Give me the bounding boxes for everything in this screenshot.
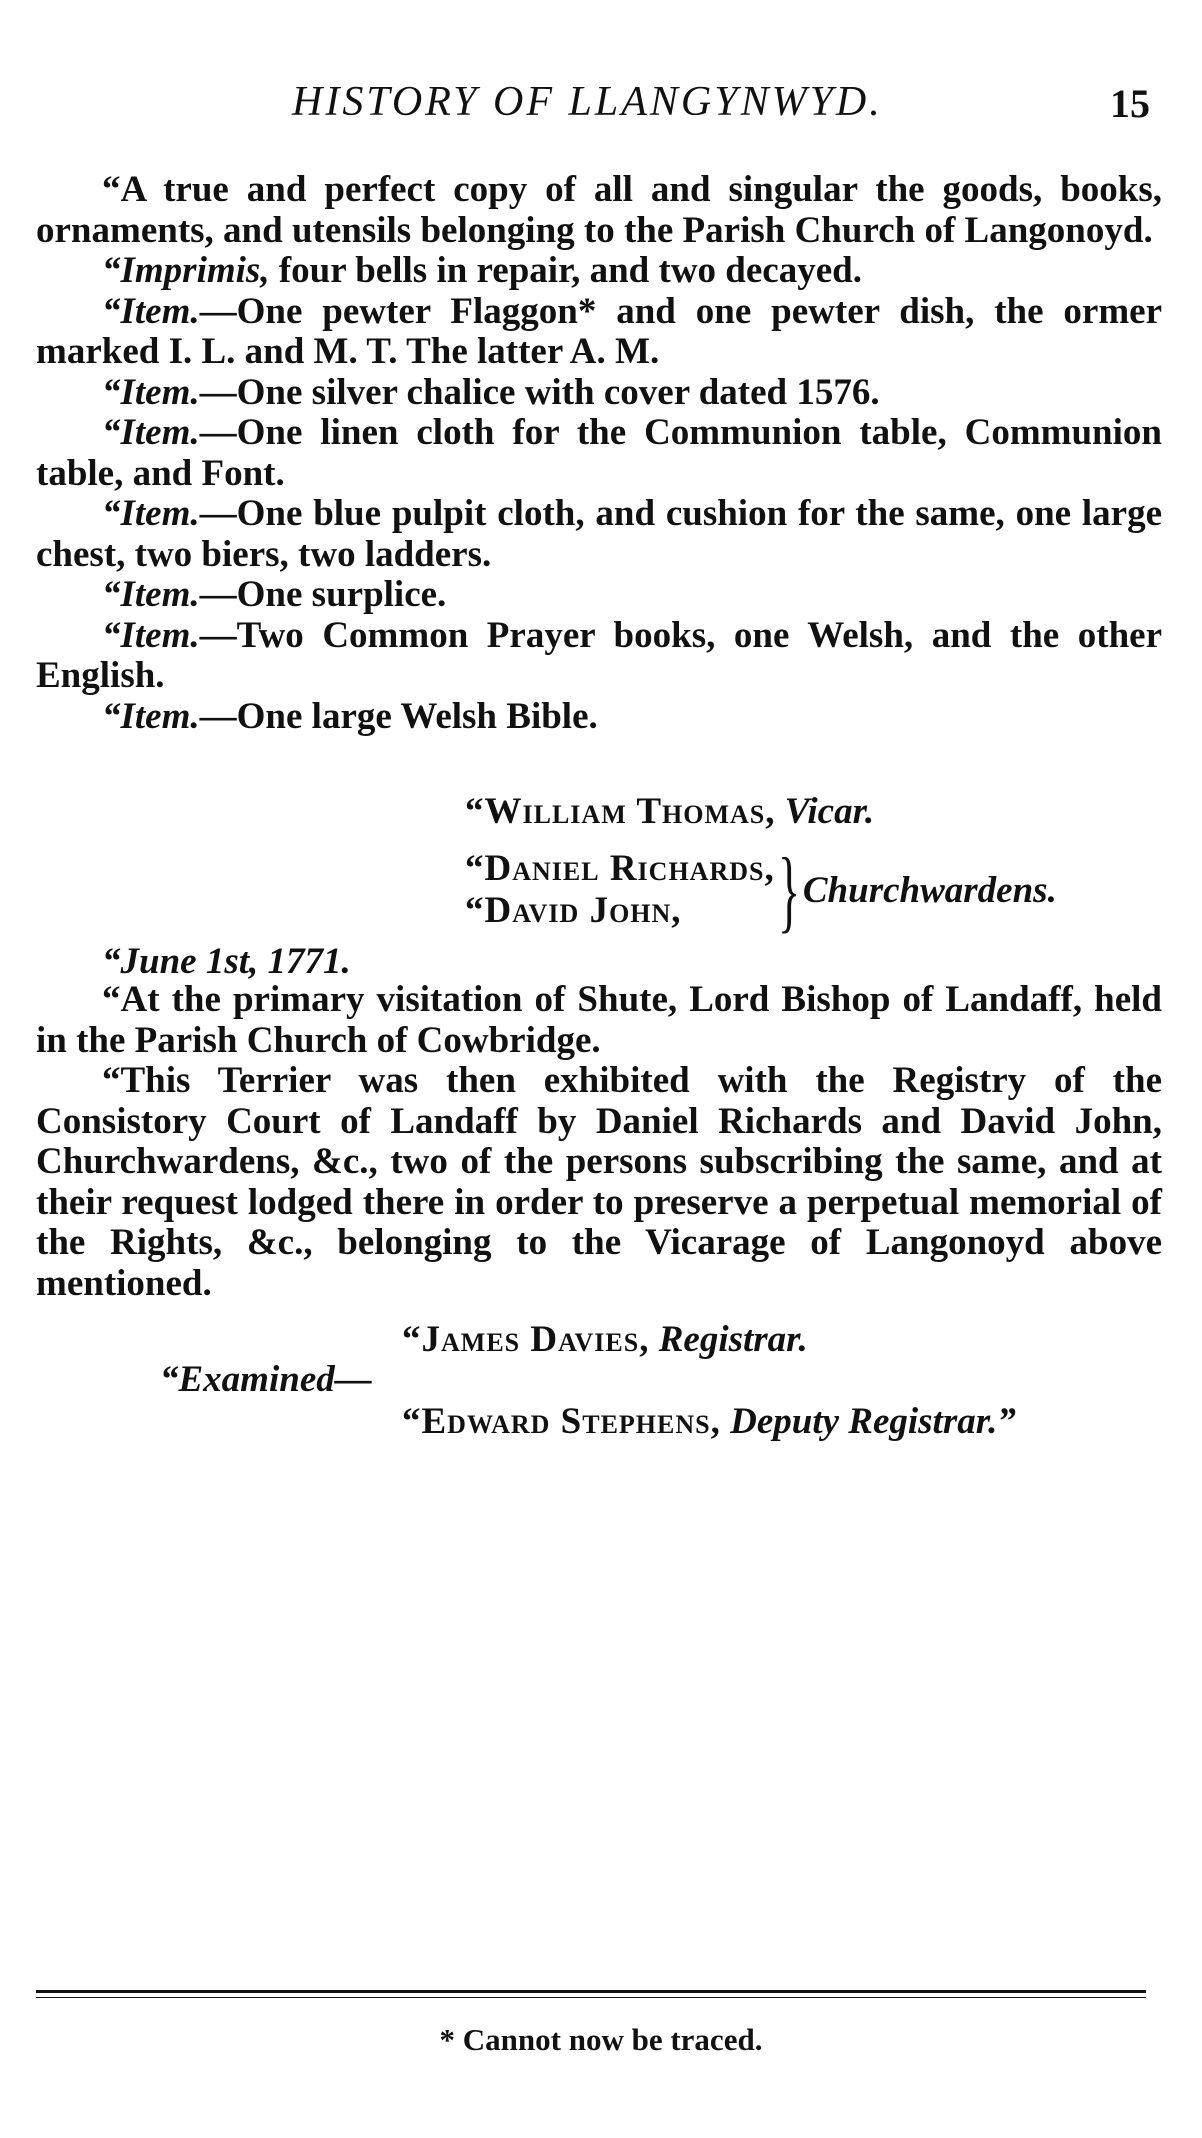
visitation-paragraph: “At the primary visitation of Shute, Lord Bishop of Landaff, held in the Parish Church of Cowbridge. <box>36 979 1162 1061</box>
item-text: —One blue pulpit cloth, and cushion for the same, one large chest, two biers, two ladders. <box>36 493 1162 575</box>
item-lead: “Item. <box>102 412 200 453</box>
visitation-text <box>36 980 1162 1304</box>
inventory-item <box>36 413 1162 494</box>
inventory-item <box>36 697 1162 738</box>
footnote-rule <box>36 1990 1146 1993</box>
inventory-text <box>36 170 1162 737</box>
footnote: * Cannot now be traced. <box>439 2022 763 2057</box>
churchwarden-names <box>465 848 775 932</box>
inventory-item <box>36 292 1162 373</box>
registrar-signature <box>402 1318 808 1361</box>
brace-icon: } <box>777 839 800 941</box>
vicar-name: “William Thomas, <box>465 791 776 832</box>
item-text: —One linen cloth for the Communion table, Communion table, and Font. <box>36 412 1162 494</box>
examined-label: “Examined— <box>160 1359 372 1400</box>
inventory-item <box>36 616 1162 697</box>
item-lead: “Imprimis, <box>102 250 270 291</box>
page-number: 15 <box>1110 81 1150 126</box>
footnote-rule-thin <box>36 1997 1146 1998</box>
inventory-item <box>36 373 1162 414</box>
item-text: —One silver chalice with cover dated 1576. <box>199 371 880 413</box>
item-text: —Two Common Prayer books, one Welsh, and the other English. <box>36 614 1162 696</box>
churchwarden-name: “David John, <box>465 890 682 931</box>
running-title: HISTORY OF LLANGYNWYD. <box>292 79 883 125</box>
item-text: —One surplice. <box>199 574 447 615</box>
inventory-item <box>36 494 1162 575</box>
inventory-item <box>36 251 1162 292</box>
registrar-role: Registrar. <box>658 1319 808 1360</box>
vicar-role: Vicar. <box>784 791 875 832</box>
churchwarden-name: “Daniel Richards, <box>465 848 775 889</box>
item-lead: “Item. <box>102 371 200 413</box>
visitation-paragraph: “This Terrier was then exhibited with the Registry of the Consistory Court of Landaff by Daniel Richards and David John, Churchwardens, &c., two of the persons subscribing the same, and at their request lodged there in order to preserve a perpetual memorial of the Rights, &c., belonging to the Vicarage of Langonoyd above mentioned. <box>36 1060 1162 1304</box>
inventory-intro: “A true and perfect copy of all and singular the goods, books, ornaments, and utensils belonging to the Parish Church of Langonoyd. <box>36 169 1162 251</box>
item-text: four bells in repair, and two decayed. <box>269 250 862 291</box>
item-lead: “Item. <box>102 290 200 332</box>
item-text: —One large Welsh Bible. <box>199 695 598 737</box>
item-lead: “Item. <box>102 493 200 534</box>
deputy-name: “Edward Stephens, <box>402 1401 721 1442</box>
registrar-name: “James Davies, <box>402 1319 650 1360</box>
item-lead: “Item. <box>102 574 200 615</box>
churchwardens-role: Churchwardens. <box>802 869 1057 911</box>
date-line: “June 1st, 1771. <box>102 941 351 982</box>
deputy-registrar-signature <box>402 1400 1016 1443</box>
item-lead: “Item. <box>102 695 200 737</box>
inventory-item <box>36 575 1162 616</box>
deputy-role: Deputy Registrar.” <box>730 1401 1016 1442</box>
item-text: —One pewter Flaggon* and one pewter dish, the ormer marked I. L. and M. T. The latter A. M. <box>36 290 1162 372</box>
vicar-signature <box>465 790 874 833</box>
churchwardens-signature <box>465 839 1057 941</box>
page-header <box>0 78 1202 138</box>
item-lead: “Item. <box>102 614 200 656</box>
